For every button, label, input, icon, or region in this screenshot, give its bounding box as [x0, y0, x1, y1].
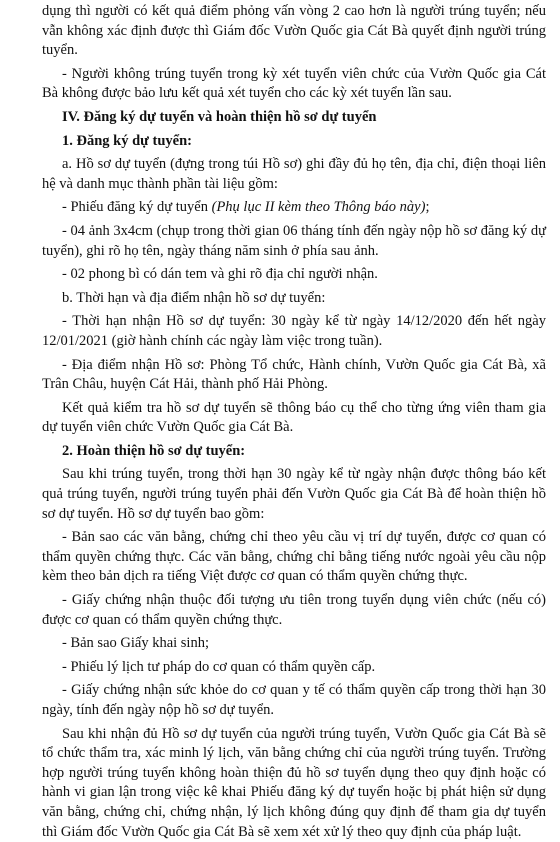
paragraph-review-result: Kết quả kiểm tra hồ sơ dự tuyển sẽ thông báo cụ thể cho từng ứng viên tham gia dự tuyển viên chức Vườn Quốc gia Cát Bà. — [42, 399, 546, 436]
list-item-registration-form — [42, 198, 546, 218]
paragraph-no-reservation: - Người không trúng tuyển trong kỳ xét tuyển viên chức của Vườn Quốc gia Cát Bà không được bảo lưu kết quả xét tuyển cho các kỳ xét tuyển lần sau. — [42, 65, 546, 102]
paragraph-deadline-b: b. Thời hạn và địa điểm nhận hồ sơ dự tuyển: — [62, 289, 326, 306]
registration-form-end: ; — [425, 199, 430, 216]
registration-form-appendix: (Phụ lục II kèm theo Thông báo này) — [211, 199, 426, 216]
list-item-envelopes: - 02 phong bì có dán tem và ghi rõ địa chỉ người nhận. — [62, 266, 378, 283]
paragraph-completion-intro: Sau khi trúng tuyển, trong thời hạn 30 ngày kể từ ngày nhận được thông báo kết quả trúng tuyển, người trúng tuyển phải đến Vườn Quốc gia Cát Bà để hoàn thiện hồ sơ dự tuyển. Hồ sơ dự tuyển bao gồm: — [42, 466, 546, 522]
subsection-1-heading: 1. Đăng ký dự tuyển: — [62, 132, 192, 149]
list-item-location: - Địa điểm nhận Hồ sơ: Phòng Tổ chức, Hành chính, Vườn Quốc gia Cát Bà, xã Trân Châu, huyện Cát Hải, thành phố Hải Phòng. — [42, 356, 546, 393]
list-item-priority: - Giấy chứng nhận thuộc đối tượng ưu tiên trong tuyển dụng viên chức (nếu có) được cơ quan có thẩm quyền chứng thực. — [42, 592, 546, 628]
list-item-certificates: - Bản sao các văn bằng, chứng chỉ theo yêu cầu vị trí dự tuyển, được cơ quan có thẩm quyền chứng thực. Các văn bằng, chứng chỉ bằng tiếng nước ngoài yêu cầu nộp kèm theo bản dịch ra tiếng Việt được cơ quan có thẩm quyền chứng thực. — [42, 529, 546, 585]
list-item-criminal-record: - Phiếu lý lịch tư pháp do cơ quan có thẩm quyền cấp. — [62, 658, 376, 675]
registration-form-text: - Phiếu đăng ký dự tuyển — [62, 199, 212, 216]
list-item-photos: - 04 ảnh 3x4cm (chụp trong thời gian 06 tháng tính đến ngày nộp hồ sơ đăng ký dự tuyển), ghi rõ họ tên, ngày tháng năm sinh ở phía sau ảnh. — [42, 222, 546, 259]
section-iv-heading: IV. Đăng ký dự tuyển và hoàn thiện hồ sơ dự tuyển — [62, 108, 377, 125]
list-item-health-certificate: - Giấy chứng nhận sức khỏe do cơ quan y tế có thẩm quyền cấp trong thời hạn 30 ngày, tính đến ngày nộp hồ sơ dự tuyển. — [42, 682, 546, 718]
subsection-2-heading: 2. Hoàn thiện hồ sơ dự tuyển: — [62, 442, 246, 459]
paragraph-continuation: dụng thì người có kết quả điểm phỏng vấn vòng 2 cao hơn là người trúng tuyển; nếu vẫn không xác định được thì Giám đốc Vườn Quốc gia Cát Bà quyết định người trúng tuyển. — [42, 3, 546, 59]
list-item-deadline: - Thời hạn nhận Hồ sơ dự tuyển: 30 ngày kể từ ngày 14/12/2020 đến hết ngày 12/01/2021 (giờ hành chính các ngày làm việc trong tuần). — [42, 313, 546, 349]
paragraph-verification: Sau khi nhận đủ Hồ sơ dự tuyển của người trúng tuyển, Vườn Quốc gia Cát Bà sẽ tổ chức thẩm tra, xác minh lý lịch, văn bằng chứng chỉ của người trúng tuyển. Trường hợp người trúng tuyển không hoàn thiện đủ hồ sơ tuyển dụng theo quy định hoặc có hành vi gian lận trong việc kê khai Phiếu đăng ký dự tuyển hoặc bị phát hiện sử dụng văn bằng, chứng chỉ, chứng nhận, lý lịch không đúng quy định để tham gia dự tuyển thì Giám đốc Vườn Quốc gia Cát Bà sẽ xem xét xử lý theo quy định của pháp luật. — [42, 725, 546, 840]
paragraph-dossier-a: a. Hồ sơ dự tuyển (đựng trong túi Hồ sơ) ghi đầy đủ họ tên, địa chỉ, điện thoại liên hệ và danh mục thành phần tài liệu gồm: — [42, 156, 546, 192]
list-item-birth-certificate: - Bản sao Giấy khai sinh; — [62, 635, 209, 652]
